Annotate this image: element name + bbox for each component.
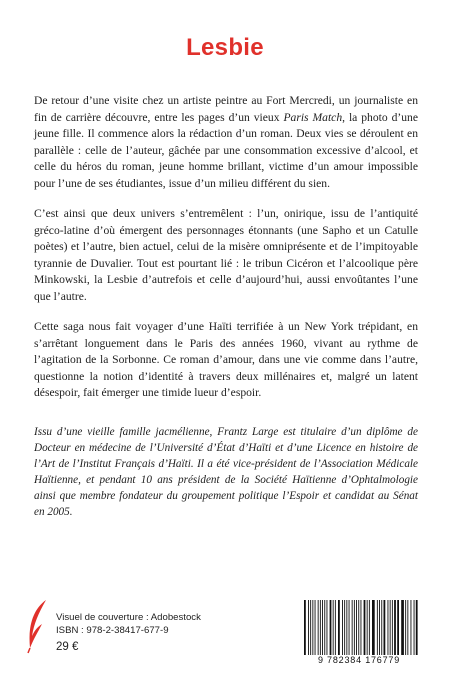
isbn: ISBN : 978-2-38417-677-9 xyxy=(56,625,169,636)
author-bio: Issu d’une vieille famille jacmélienne, Frantz Large est titulaire d’un diplôme de Docteur en médecine de l’Université d’État d’Haïti et d’une Licence en histoire de l’Art de l’Institut Français d’Haïti. Il a été vice-président de l’Association Médicale Haïtienne, et pendant 10 ans président de la Société Haïtienne d’Ophtalmologie ainsi que membre fondateur du groupement politique l’Espoir et candidat au Sénat en 2005. xyxy=(34,425,418,518)
barcode-number: 9 782384 176779 xyxy=(294,655,424,665)
magazine-title: Paris Match xyxy=(283,110,343,124)
red-quill-feather-icon xyxy=(24,598,52,654)
summary-paragraph-text: De retour d’une visite chez un artiste peintre au Fort Mercredi, un journaliste en fin de carrière découvre, entre les pages d’un vieux xyxy=(34,94,418,124)
book-title: Lesbie xyxy=(186,34,264,61)
summary-paragraph: Cette saga nous fait voyager d’une Haïti terrifiée à un New York trépidant, en s’arrêtant longuement dans le Paris des années 1960, vivant au rythme de l’agitation de la Sorbonne. Ce roman d’amour, dans une vie comme dans l’autre, questionne la notion d’identité à travers deux millénaires et, malgré un latent désespoir, fait émerger une timide lueur d’espoir. xyxy=(34,320,418,399)
cover-credit: Visuel de couverture : Adobestock xyxy=(56,612,201,623)
isbn-barcode xyxy=(294,598,424,666)
credits-block xyxy=(56,611,201,654)
price: 29 € xyxy=(56,641,79,653)
summary-paragraph xyxy=(34,93,418,192)
summary-paragraph-text-continued: , la photo d’une jeune fille. Il commence alors la rédaction d’un roman. Deux vies se déroulent en parallèle : celle de l’auteur, gâchée par une consommation excessive d’alcool, et celle du héros du roman, jeune homme brillant, victime d’un amour impossible pour l’une de ses étudiantes, issue d’un milieu différent du sien. xyxy=(34,110,418,190)
back-cover-text xyxy=(34,93,418,534)
summary-paragraph: C’est ainsi que deux univers s’entremêlent : l’un, onirique, issu de l’antiquité gréco-latine d’où émergent des personnages étonnants (une Sapho et un Catulle poètes) et l’autre, bien actuel, celui de la misère omniprésente et de l’impitoyable tyrannie de Duvalier. Tout est pourtant lié : le tribun Cicéron et l’alcoolique père Minkowski, la Lesbie d’autrefois et celle d’aujourd’hui, aussi envoûtantes l’une que l’autre. xyxy=(34,207,418,303)
